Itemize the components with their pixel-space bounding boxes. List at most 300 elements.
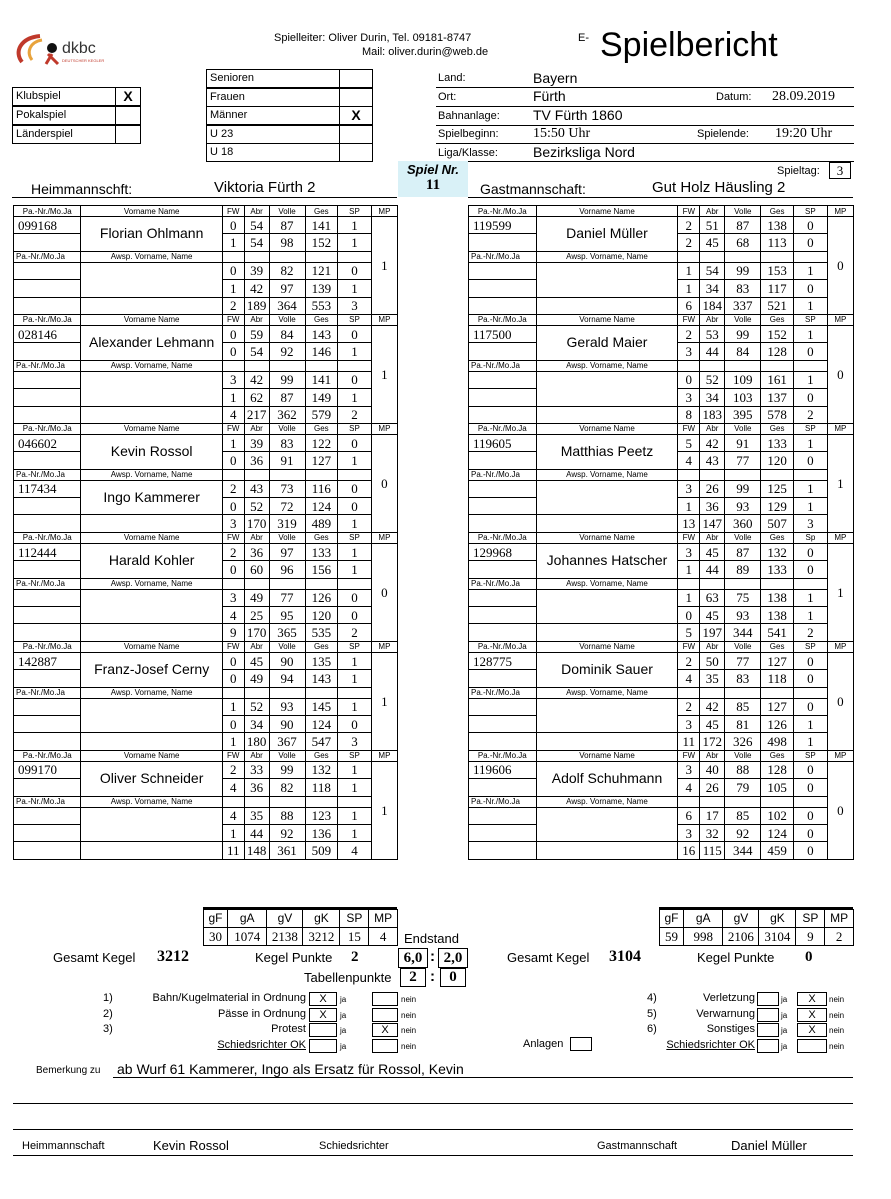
- col-header-vn: Vorname Name: [81, 750, 222, 761]
- empty-cell: [536, 297, 678, 314]
- col-header-awsp: Awsp. Vorname, Name: [81, 578, 222, 589]
- class-checkbox[interactable]: [339, 125, 373, 144]
- col-header-pa: Pa.-Nr./Mo.Ja: [14, 750, 81, 761]
- col-header-awsp: Awsp. Vorname, Name: [536, 251, 678, 262]
- score-cell: 0: [222, 652, 244, 669]
- score-cell: 2: [678, 652, 700, 669]
- table-row: [469, 434, 854, 451]
- empty-cell: [725, 578, 761, 589]
- score-cell: 53: [700, 325, 725, 342]
- score-cell: 1: [793, 607, 827, 624]
- check-ja-box[interactable]: [757, 1023, 779, 1037]
- score-cell: 36: [700, 498, 725, 515]
- table-row: [469, 217, 854, 234]
- totals-value: 15: [340, 928, 369, 946]
- empty-cell: [536, 406, 678, 423]
- score-cell: 92: [725, 824, 761, 841]
- score-cell: 1: [338, 543, 372, 560]
- empty-cell: [700, 251, 725, 262]
- empty-cell: [244, 796, 269, 807]
- score-cell: 0: [338, 325, 372, 342]
- empty-cell: [338, 251, 372, 262]
- score-cell: 34: [700, 280, 725, 297]
- score-cell: 124: [761, 824, 794, 841]
- remark-label: Bemerkung zu: [36, 1065, 101, 1076]
- empty-cell: [761, 578, 794, 589]
- col-header-ges: Ges: [761, 532, 794, 543]
- empty-cell: [305, 360, 338, 371]
- score-cell: 52: [244, 698, 269, 715]
- col-header-awsp: Awsp. Vorname, Name: [536, 360, 678, 371]
- score-cell: 365: [269, 624, 305, 641]
- empty-cell: [700, 687, 725, 698]
- score-cell: 87: [269, 389, 305, 406]
- score-cell: 54: [244, 217, 269, 234]
- score-cell: 326: [725, 733, 761, 750]
- table-row: [469, 652, 854, 669]
- sub-name: [536, 807, 678, 842]
- class-checkbox[interactable]: [339, 143, 373, 162]
- tabellenpunkte-guest: 0: [440, 968, 466, 987]
- player-mp: 0: [827, 761, 853, 859]
- totals-value: 9: [796, 928, 825, 946]
- empty-cell: [793, 578, 827, 589]
- score-cell: 35: [244, 807, 269, 824]
- player-name: Gerald Maier: [536, 325, 678, 360]
- score-cell: 83: [269, 434, 305, 451]
- totals-value: 4: [369, 928, 398, 946]
- col-header-sp: SP: [338, 750, 372, 761]
- sub-header-row: [14, 360, 398, 371]
- totals-value: 2106: [723, 928, 759, 946]
- empty-cell: [81, 842, 222, 859]
- score-cell: 3: [678, 389, 700, 406]
- empty-cell: [678, 251, 700, 262]
- empty-cell: [678, 796, 700, 807]
- empty-cell: [469, 733, 537, 750]
- score-cell: 6: [678, 297, 700, 314]
- player-total-row: [469, 297, 854, 314]
- score-cell: 148: [244, 842, 269, 859]
- col-header-vn: Vorname Name: [536, 206, 678, 217]
- game-type-checkbox[interactable]: X: [115, 87, 141, 106]
- player-header-row: [469, 532, 854, 543]
- check-nein-box[interactable]: X: [797, 1008, 827, 1022]
- sub-header-row: [469, 687, 854, 698]
- score-cell: 88: [725, 761, 761, 778]
- sub-name: [81, 698, 222, 733]
- ja-label: ja: [781, 1010, 788, 1020]
- score-cell: 1: [338, 824, 372, 841]
- player-pass-nr: 028146: [14, 325, 81, 342]
- class-checkbox[interactable]: X: [339, 106, 373, 125]
- anlagen-box[interactable]: [570, 1037, 592, 1051]
- score-cell: 0: [793, 234, 827, 251]
- liga-label: Liga/Klasse:: [438, 147, 498, 159]
- score-cell: 0: [338, 607, 372, 624]
- sub-header-row: [14, 469, 398, 480]
- score-cell: 1: [222, 280, 244, 297]
- score-cell: 124: [305, 498, 338, 515]
- score-cell: 49: [244, 670, 269, 687]
- score-cell: 0: [222, 262, 244, 279]
- empty-cell: [244, 687, 269, 698]
- anlagen-label: Anlagen: [523, 1038, 564, 1050]
- check-nein-box[interactable]: X: [797, 992, 827, 1006]
- col-header-sp: SP: [793, 423, 827, 434]
- empty-cell: [678, 687, 700, 698]
- col-header-awsp: Awsp. Vorname, Name: [81, 796, 222, 807]
- check-ja-box[interactable]: [757, 992, 779, 1006]
- player-pass-nr: 128775: [469, 652, 537, 669]
- empty-cell: [469, 624, 537, 641]
- guest-kegel-punkte: 0: [805, 949, 813, 965]
- totals-value: 2: [825, 928, 854, 946]
- score-cell: 184: [700, 297, 725, 314]
- score-cell: 0: [338, 262, 372, 279]
- score-cell: 79: [725, 779, 761, 796]
- col-header-vn: Vorname Name: [536, 641, 678, 652]
- check-num: 1): [103, 992, 113, 1004]
- player-pass-nr: 117500: [469, 325, 537, 342]
- player-total-row: [469, 406, 854, 423]
- bahn-label: Bahnanlage:: [438, 110, 500, 122]
- score-cell: 87: [725, 543, 761, 560]
- score-cell: 3: [678, 715, 700, 732]
- ja-label: ja: [340, 995, 347, 1004]
- empty-cell: [536, 733, 678, 750]
- score-cell: 1: [222, 733, 244, 750]
- empty-cell: [338, 687, 372, 698]
- score-cell: 361: [269, 842, 305, 859]
- col-header-fw: FW: [222, 532, 244, 543]
- score-cell: 99: [269, 371, 305, 388]
- check-nein-box[interactable]: X: [372, 1023, 398, 1037]
- spieltag-value: 3: [829, 162, 851, 179]
- score-cell: 118: [761, 670, 794, 687]
- check-num: 6): [647, 1023, 657, 1035]
- check-ja-box[interactable]: X: [309, 1008, 337, 1022]
- score-cell: 93: [269, 698, 305, 715]
- score-cell: 1: [678, 589, 700, 606]
- score-cell: 3: [338, 733, 372, 750]
- table-row: [14, 652, 398, 669]
- score-cell: 1: [793, 434, 827, 451]
- empty-cell: [14, 715, 81, 732]
- totals-header: MP: [369, 910, 398, 928]
- sub-name: [81, 371, 222, 406]
- score-cell: 507: [761, 515, 794, 532]
- datum-value: 28.09.2019: [772, 89, 835, 104]
- check-label: Schiedsrichter OK: [666, 1038, 755, 1051]
- score-cell: 4: [222, 779, 244, 796]
- empty-cell: [761, 251, 794, 262]
- score-cell: 0: [793, 779, 827, 796]
- col-header-sp: SP: [793, 314, 827, 325]
- col-header-abr: Abr: [700, 532, 725, 543]
- player-header-row: [469, 641, 854, 652]
- score-cell: 161: [761, 371, 794, 388]
- player-mp: 1: [827, 434, 853, 532]
- ende-value: 19:20 Uhr: [775, 126, 833, 141]
- ort-label: Ort:: [438, 91, 457, 103]
- col-header-ges: Ges: [761, 314, 794, 325]
- empty-cell: [81, 624, 222, 641]
- empty-cell: [536, 842, 678, 859]
- col-header-ges: Ges: [761, 206, 794, 217]
- e-label: E-: [578, 32, 589, 44]
- score-cell: 87: [725, 217, 761, 234]
- empty-cell: [14, 406, 81, 423]
- empty-cell: [222, 360, 244, 371]
- check-ja-box[interactable]: [757, 1039, 779, 1053]
- col-header-mp: MP: [371, 641, 397, 652]
- check-nein-box[interactable]: [797, 1039, 827, 1053]
- nein-label: nein: [829, 1010, 845, 1020]
- empty-cell: [14, 607, 81, 624]
- score-cell: 156: [305, 561, 338, 578]
- player-pass-nr: 099170: [14, 761, 81, 778]
- game-type-checkbox[interactable]: [115, 125, 141, 144]
- check-nein-box[interactable]: [372, 992, 398, 1006]
- score-cell: 84: [725, 343, 761, 360]
- score-cell: 0: [678, 371, 700, 388]
- empty-cell: [269, 251, 305, 262]
- empty-cell: [14, 842, 81, 859]
- check-nein-box[interactable]: [372, 1039, 398, 1053]
- col-header-ges: Ges: [305, 750, 338, 761]
- check-label: Verwarnung: [696, 1007, 755, 1020]
- col-header-volle: Volle: [269, 423, 305, 434]
- class-checkbox[interactable]: [339, 69, 373, 88]
- col-header-ges: Ges: [761, 423, 794, 434]
- col-header-pa: Pa.-Nr./Mo.Ja: [469, 687, 537, 698]
- score-cell: 1: [338, 761, 372, 778]
- col-header-abr: Abr: [244, 641, 269, 652]
- check-ja-box[interactable]: [309, 1039, 337, 1053]
- col-header-volle: Volle: [725, 423, 761, 434]
- player-header-row: [469, 423, 854, 434]
- check-num: 5): [647, 1007, 657, 1020]
- col-header-pa: Pa.-Nr./Mo.Ja: [469, 532, 537, 543]
- check-ja-box[interactable]: [757, 1008, 779, 1022]
- score-cell: 0: [793, 761, 827, 778]
- player-mp: 0: [827, 217, 853, 315]
- col-header-pa: Pa.-Nr./Mo.Ja: [14, 578, 81, 589]
- score-cell: 152: [761, 325, 794, 342]
- empty-cell: [269, 360, 305, 371]
- score-cell: 2: [222, 297, 244, 314]
- score-cell: 3: [678, 543, 700, 560]
- score-cell: 137: [761, 389, 794, 406]
- player-total-row: [469, 733, 854, 750]
- score-cell: 103: [725, 389, 761, 406]
- check-ja-box[interactable]: [309, 1023, 337, 1037]
- guest-gesamt-kegel-label: Gesamt Kegel: [507, 950, 590, 965]
- empty-cell: [700, 578, 725, 589]
- table-row: [469, 807, 854, 824]
- sign-gast-label: Gastmannschaft: [597, 1140, 678, 1152]
- sub-pass-nr: 117434: [14, 480, 81, 497]
- score-cell: 1: [222, 824, 244, 841]
- empty-cell: [725, 796, 761, 807]
- sub-header-row: [469, 578, 854, 589]
- col-header-vn: Vorname Name: [81, 314, 222, 325]
- empty-cell: [469, 280, 537, 297]
- col-header-awsp: Awsp. Vorname, Name: [81, 687, 222, 698]
- score-cell: 170: [244, 515, 269, 532]
- empty-cell: [678, 360, 700, 371]
- col-header-mp: MP: [827, 641, 853, 652]
- totals-value: 3104: [759, 928, 796, 946]
- nein-label: nein: [401, 1041, 417, 1051]
- heim-label: Heimmannschft:: [31, 181, 133, 197]
- player-mp: 0: [371, 543, 397, 641]
- player-mp: 1: [827, 543, 853, 641]
- score-cell: 521: [761, 297, 794, 314]
- table-row: [14, 589, 398, 606]
- player-total-row: [14, 842, 398, 859]
- empty-cell: [469, 389, 537, 406]
- empty-cell: [338, 796, 372, 807]
- home-kegel-punkte: 2: [351, 949, 359, 965]
- player-total-row: [14, 733, 398, 750]
- col-header-ges: Ges: [305, 206, 338, 217]
- score-cell: 4: [678, 670, 700, 687]
- player-name: Alexander Lehmann: [81, 325, 222, 360]
- class-checkbox[interactable]: [339, 88, 373, 107]
- empty-cell: [269, 687, 305, 698]
- table-row: [469, 543, 854, 560]
- score-cell: 141: [305, 371, 338, 388]
- ja-label: ja: [340, 1010, 347, 1020]
- score-cell: 16: [678, 842, 700, 859]
- empty-cell: [469, 607, 537, 624]
- score-cell: 183: [700, 406, 725, 423]
- empty-cell: [338, 360, 372, 371]
- score-cell: 26: [700, 779, 725, 796]
- col-header-mp: MP: [827, 423, 853, 434]
- game-type-checkbox[interactable]: [115, 106, 141, 125]
- empty-cell: [725, 469, 761, 480]
- score-cell: 0: [793, 280, 827, 297]
- col-header-mp: MP: [371, 206, 397, 217]
- col-header-vn: Vorname Name: [81, 423, 222, 434]
- empty-cell: [81, 297, 222, 314]
- game-type-label: Klubspiel: [12, 87, 116, 106]
- score-cell: 102: [761, 807, 794, 824]
- check-ja-box[interactable]: X: [309, 992, 337, 1006]
- sign-sr-label: Schiedsrichter: [319, 1140, 389, 1152]
- check-nein-box[interactable]: X: [797, 1023, 827, 1037]
- game-type-label: Länderspiel: [12, 125, 116, 144]
- score-guest: 2,0: [438, 948, 468, 968]
- score-cell: 0: [338, 715, 372, 732]
- bahn-value: TV Fürth 1860: [533, 107, 623, 123]
- col-header-volle: Volle: [269, 206, 305, 217]
- player-header-row: [14, 641, 398, 652]
- score-cell: 1: [793, 589, 827, 606]
- check-nein-box[interactable]: [372, 1008, 398, 1022]
- score-cell: 0: [793, 561, 827, 578]
- empty-cell: [725, 360, 761, 371]
- score-cell: 8: [678, 406, 700, 423]
- col-header-abr: Abr: [700, 641, 725, 652]
- score-cell: 1: [793, 325, 827, 342]
- sub-name: [536, 480, 678, 515]
- col-header-sp: SP: [338, 532, 372, 543]
- score-cell: 116: [305, 480, 338, 497]
- score-cell: 129: [761, 498, 794, 515]
- score-cell: 0: [222, 561, 244, 578]
- empty-cell: [793, 796, 827, 807]
- score-cell: 6: [678, 807, 700, 824]
- score-cell: 141: [305, 217, 338, 234]
- ja-label: ja: [781, 1041, 788, 1051]
- col-header-sp: SP: [793, 641, 827, 652]
- col-header-abr: Abr: [244, 423, 269, 434]
- ja-label: ja: [340, 1041, 347, 1051]
- score-cell: 13: [678, 515, 700, 532]
- score-cell: 43: [244, 480, 269, 497]
- col-header-vn: Vorname Name: [536, 314, 678, 325]
- score-cell: 87: [269, 217, 305, 234]
- score-cell: 180: [244, 733, 269, 750]
- col-header-awsp: Awsp. Vorname, Name: [536, 578, 678, 589]
- nein-label: nein: [829, 1026, 845, 1035]
- empty-cell: [14, 779, 81, 796]
- score-cell: 128: [761, 343, 794, 360]
- land-label: Land:: [438, 72, 466, 84]
- col-header-mp: MP: [371, 750, 397, 761]
- beginn-label: Spielbeginn:: [438, 128, 499, 140]
- player-mp: 1: [371, 761, 397, 859]
- score-cell: 139: [305, 280, 338, 297]
- player-total-row: [14, 406, 398, 423]
- score-cell: 509: [305, 842, 338, 859]
- score-cell: 3: [793, 515, 827, 532]
- col-header-pa: Pa.-Nr./Mo.Ja: [469, 578, 537, 589]
- col-header-mp: MP: [827, 750, 853, 761]
- score-cell: 132: [305, 761, 338, 778]
- score-cell: 4: [678, 452, 700, 469]
- col-header-pa: Pa.-Nr./Mo.Ja: [14, 360, 81, 371]
- table-row: [14, 543, 398, 560]
- col-header-pa: Pa.-Nr./Mo.Ja: [469, 206, 537, 217]
- score-cell: 77: [269, 589, 305, 606]
- table-row: [469, 698, 854, 715]
- score-cell: 2: [338, 624, 372, 641]
- score-cell: 11: [222, 842, 244, 859]
- score-cell: 1: [338, 343, 372, 360]
- col-header-mp: MP: [371, 423, 397, 434]
- col-header-awsp: Awsp. Vorname, Name: [536, 469, 678, 480]
- class-label: Senioren: [206, 69, 340, 88]
- score-cell: 136: [305, 824, 338, 841]
- col-header-volle: Volle: [269, 532, 305, 543]
- score-cell: 81: [725, 715, 761, 732]
- col-header-sp_alt: Sp: [793, 532, 827, 543]
- col-header-volle: Volle: [725, 206, 761, 217]
- col-header-awsp: Awsp. Vorname, Name: [81, 360, 222, 371]
- player-name: Franz-Josef Cerny: [81, 652, 222, 687]
- score-cell: 0: [222, 452, 244, 469]
- col-header-pa: Pa.-Nr./Mo.Ja: [469, 750, 537, 761]
- col-header-abr: Abr: [244, 532, 269, 543]
- player-name: Florian Ohlmann: [81, 217, 222, 252]
- score-cell: 1: [222, 434, 244, 451]
- score-cell: 9: [222, 624, 244, 641]
